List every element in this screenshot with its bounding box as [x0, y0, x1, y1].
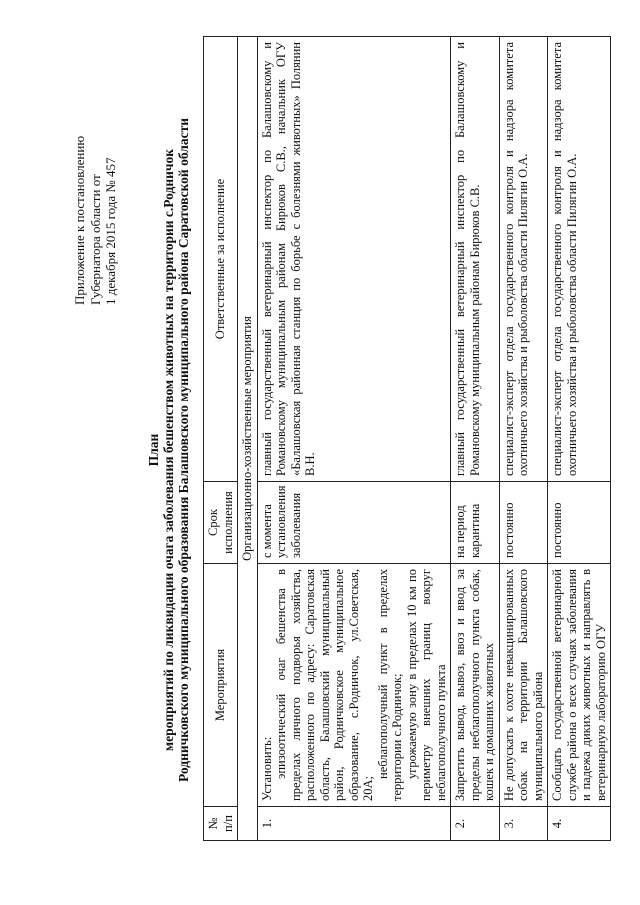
- row-responsible: специалист-эксперт отдела государственного контроля и надзора комитета охотничьего хозяйства и рыболовства области Пилягин О.А.: [499, 37, 548, 482]
- table-row: [548, 37, 611, 841]
- measures-paragraph: угрожаемую зону в пределах 10 км по периметру внешних границ вокруг неблагополучного пункта: [404, 569, 448, 801]
- document-subtitle-1: мероприятий по ликвидации очага заболевания бешенством животных на территории с.Родничок: [161, 148, 176, 752]
- row-measures: [257, 564, 451, 807]
- row-num: 1.: [257, 807, 451, 841]
- row-responsible: главный государственный ветеринарный инспектор по Балашовскому и Романовскому муниципальным районам Бирюков С.В.: [451, 37, 500, 482]
- section-row: [238, 37, 258, 841]
- row-term: постоянно: [499, 482, 548, 564]
- document-subtitle-2: Родничковского муниципального образования Балашовского муниципального района Саратовской области: [176, 118, 191, 782]
- appendix-line-3: 1 декабря 2015 года № 457: [103, 157, 118, 305]
- row-measures: Сообщать государственной ветеринарной службе района о всех случаях заболевания и падежа диких животных и направлять в ветеринарную лабораторию ОГУ: [548, 564, 611, 807]
- row-num: 2.: [451, 807, 500, 841]
- measures-table: [203, 36, 611, 841]
- row-num: 4.: [548, 807, 611, 841]
- table-row: [451, 37, 500, 841]
- header-term: Срок исполнения: [204, 482, 238, 564]
- measures-paragraph: неблагополучный пункт в пределах территории с.Родничок;: [375, 569, 404, 801]
- measures-lead: Установить:: [259, 736, 274, 801]
- row-term: постоянно: [548, 482, 611, 564]
- row-term: с момента установления заболевания: [257, 482, 451, 564]
- row-responsible: специалист-эксперт отдела государственного контроля и надзора комитета охотничьего хозяйства и рыболовства области Пилягин О.А.: [548, 37, 611, 482]
- appendix-line-2: Губернатора области от: [87, 174, 103, 305]
- row-measures: Запретить вывод, вывоз, ввоз и ввод за пределы неблагополучного пункта собак, кошек и домашних животных: [451, 564, 500, 807]
- table-row: [499, 37, 548, 841]
- row-responsible: главный государственный ветеринарный инспектор по Балашовскому и Романовскому муниципальным районам Бирюков С.В., начальник ОГУ «Балашовская районная станция по борьбе с болезнями животных» Полянин В.Н.: [257, 37, 451, 482]
- appendix-note: [72, 5, 119, 305]
- table-header-row: [204, 37, 238, 841]
- header-responsible: Ответственные за исполнение: [204, 37, 238, 482]
- header-num: № п/п: [204, 807, 238, 841]
- document-title: План: [146, 433, 161, 467]
- row-term: на период карантина: [451, 482, 500, 564]
- table-row: [257, 37, 451, 841]
- row-num: 3.: [499, 807, 548, 841]
- appendix-line-1: Приложение к постановлению: [72, 135, 87, 305]
- header-measures: Мероприятия: [204, 564, 238, 807]
- row-measures: Не допускать к охоте невакцинированных собак на территории Балашовского муниципального района: [499, 564, 548, 807]
- measures-paragraph: эпизоотический очаг бешенства в пределах личного подворья хозяйства, расположенного по адресу: Саратовская область, Балашовский муниципальный район, Родничковское муниципальное образование, с.Родничок, ул.Советская, 20А;: [274, 569, 375, 801]
- section-heading: Организационно-хозяйственные мероприятия: [238, 37, 258, 841]
